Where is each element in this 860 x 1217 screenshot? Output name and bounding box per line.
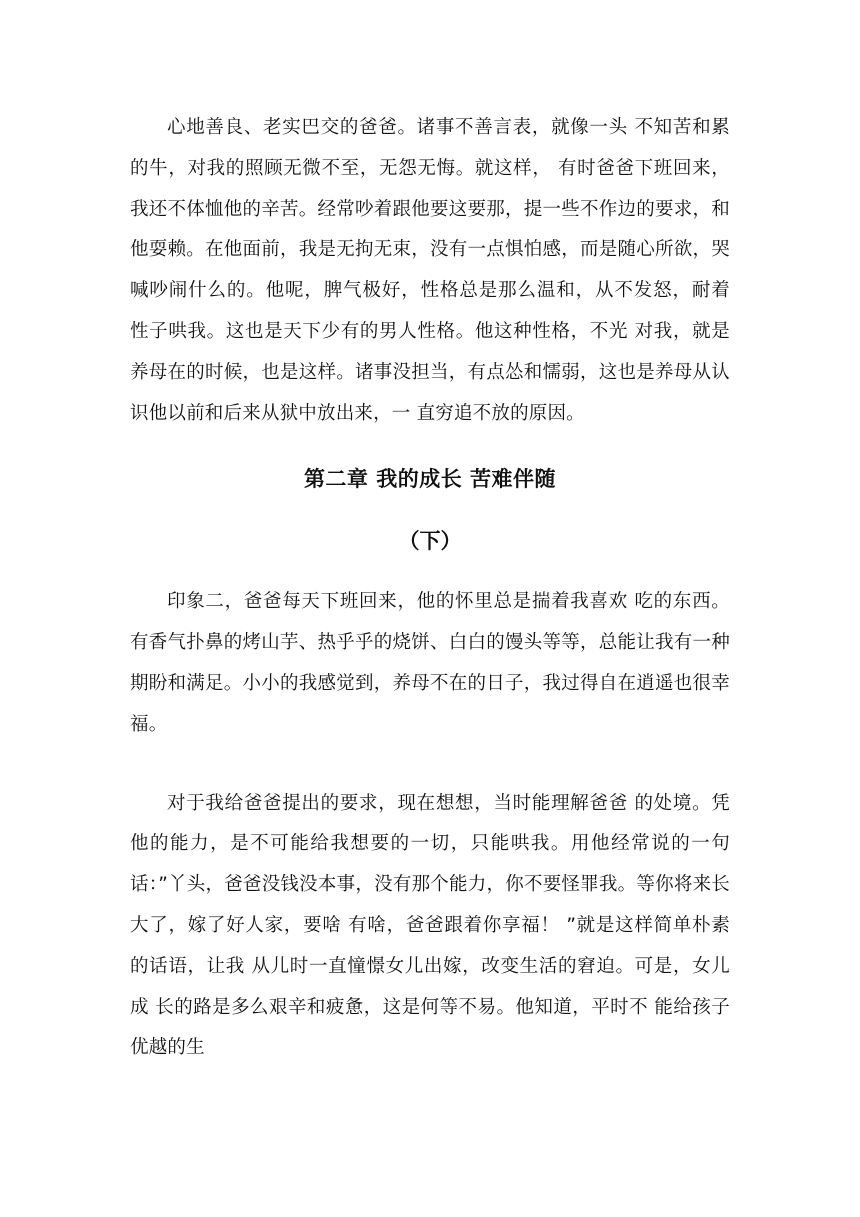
paragraph-requests: 对于我给爸爸提出的要求，现在想想，当时能理解爸爸 的处境。凭他的能力，是不可能给我想要的一切，只能哄我。用他经常说的一句话：”丫头，爸爸没钱没本事，没有那个能力，你不要怪罪我。等你将来长大了，嫁了好人家，要啥 有啥，爸爸跟着你享福！ ”就是这样简单朴素的话语，让我 从儿时一直憧憬女儿出嫁，改变生活的窘迫。可是，女儿成 长的路是多么艰辛和疲惫，这是何等不易。他知道，平时不 能给孩子优越的生 (130, 792, 730, 1059)
paragraph-impression-two: 印象二，爸爸每天下班回来，他的怀里总是揣着我喜欢 吃的东西。有香气扑鼻的烤山芋、热乎乎的烧饼、白白的馒头等等，总能让我有一种期盼和满足。小小的我感觉到，养母不在的日子，我过得自在逍遥也很幸福。 (130, 591, 730, 735)
document-page (130, 108, 730, 1069)
paragraph-intro: 心地善良、老实巴交的爸爸。诸事不善言表，就像一头 不知苦和累的牛，对我的照顾无微不至，无怨无悔。就这样， 有时爸爸下班回来，我还不体恤他的辛苦。经常吵着跟他要这要那，提一些不作边的要求，和他耍赖。在他面前，我是无拘无束，没有一点惧怕感，而是随心所欲，哭喊吵闹什么的。他呢，脾气极好，性格总是那么温和，从不发怒，耐着 性子哄我。这也是天下少有的男人性格。他这种性格，不光 对我，就是养母在的时候，也是这样。诸事没担当，有点怂和懦弱，这也是养母从认识他以前和后来从狱中放出来，一 直穷追不放的原因。 (130, 117, 730, 424)
chapter-title: 第二章 我的成长 苦难伴随 (303, 467, 557, 492)
chapter-subtitle: （下） (398, 529, 462, 554)
